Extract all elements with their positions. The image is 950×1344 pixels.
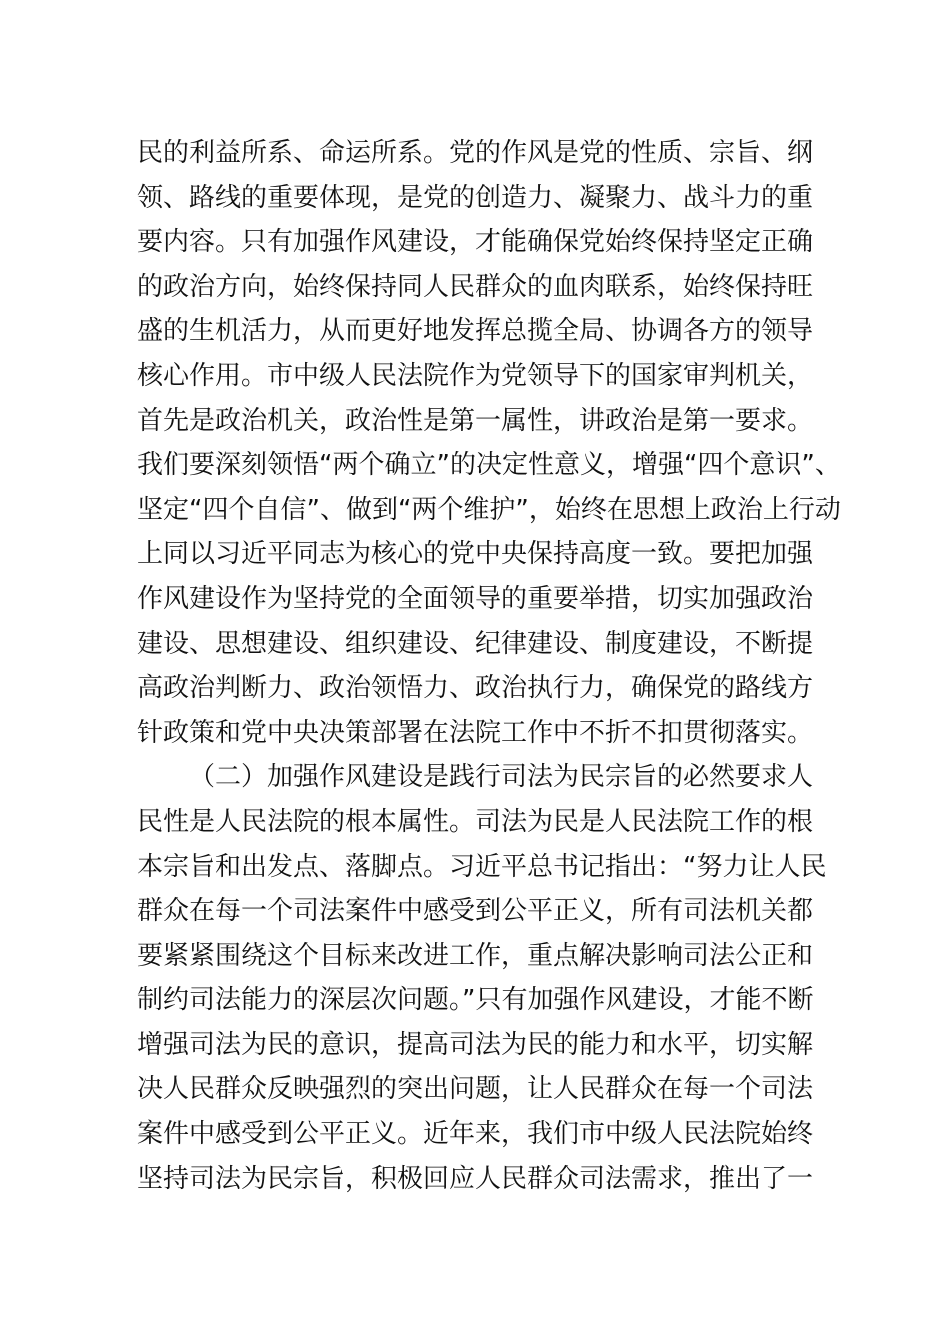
text-line: 建设、思想建设、组织建设、纪律建设、制度建设，不断提 bbox=[137, 628, 814, 659]
text-line: 要内容。只有加强作风建设，才能确保党始终保持坚定正确 bbox=[137, 227, 814, 258]
text-line: 民的利益所系、命运所系。党的作风是党的性质、宗旨、纲 bbox=[137, 138, 814, 168]
text-line: 制约司法能力的深层次问题。”只有加强作风建设，才能不断 bbox=[137, 985, 814, 1016]
text-line: 上同以习近平同志为核心的党中央保持高度一致。要把加强 bbox=[137, 539, 814, 570]
text-line: 的政治方向，始终保持同人民群众的血肉联系，始终保持旺 bbox=[137, 271, 814, 302]
text-line: 坚定“四个自信”、做到“两个维护”，始终在思想上政治上行动 bbox=[137, 494, 841, 525]
section-heading-line: （二）加强作风建设是践行司法为民宗旨的必然要求人 bbox=[189, 762, 814, 793]
text-line: 领、路线的重要体现，是党的创造力、凝聚力、战斗力的重 bbox=[137, 182, 814, 213]
text-line: 要紧紧围绕这个目标来改进工作，重点解决影响司法公正和 bbox=[137, 940, 814, 971]
text-line: 增强司法为民的意识，提高司法为民的能力和水平，切实解 bbox=[137, 1029, 814, 1060]
text-line: 群众在每一个司法案件中感受到公平正义，所有司法机关都 bbox=[137, 896, 814, 927]
text-line: 盛的生机活力，从而更好地发挥总揽全局、协调各方的领导 bbox=[137, 316, 814, 347]
text-line: 作风建设作为坚持党的全面领导的重要举措，切实加强政治 bbox=[137, 583, 814, 614]
text-line: 案件中感受到公平正义。近年来，我们市中级人民法院始终 bbox=[137, 1119, 814, 1150]
text-line: 决人民群众反映强烈的突出问题，让人民群众在每一个司法 bbox=[137, 1074, 814, 1105]
text-line: 我们要深刻领悟“两个确立”的决定性意义，增强“四个意识”、 bbox=[137, 450, 841, 481]
text-line: 民性是人民法院的根本属性。司法为民是人民法院工作的根 bbox=[137, 806, 814, 837]
text-line: 坚持司法为民宗旨，积极回应人民群众司法需求，推出了一 bbox=[137, 1163, 814, 1194]
document-body bbox=[137, 131, 841, 1201]
text-line: 首先是政治机关，政治性是第一属性，讲政治是第一要求。 bbox=[137, 405, 814, 436]
text-line: 针政策和党中央决策部署在法院工作中不折不扣贯彻落实。 bbox=[137, 717, 814, 748]
text-line: 核心作用。市中级人民法院作为党领导下的国家审判机关， bbox=[137, 360, 814, 391]
text-line: 高政治判断力、政治领悟力、政治执行力，确保党的路线方 bbox=[137, 673, 814, 704]
text-line: 本宗旨和出发点、落脚点。习近平总书记指出：“努力让人民 bbox=[137, 851, 827, 882]
